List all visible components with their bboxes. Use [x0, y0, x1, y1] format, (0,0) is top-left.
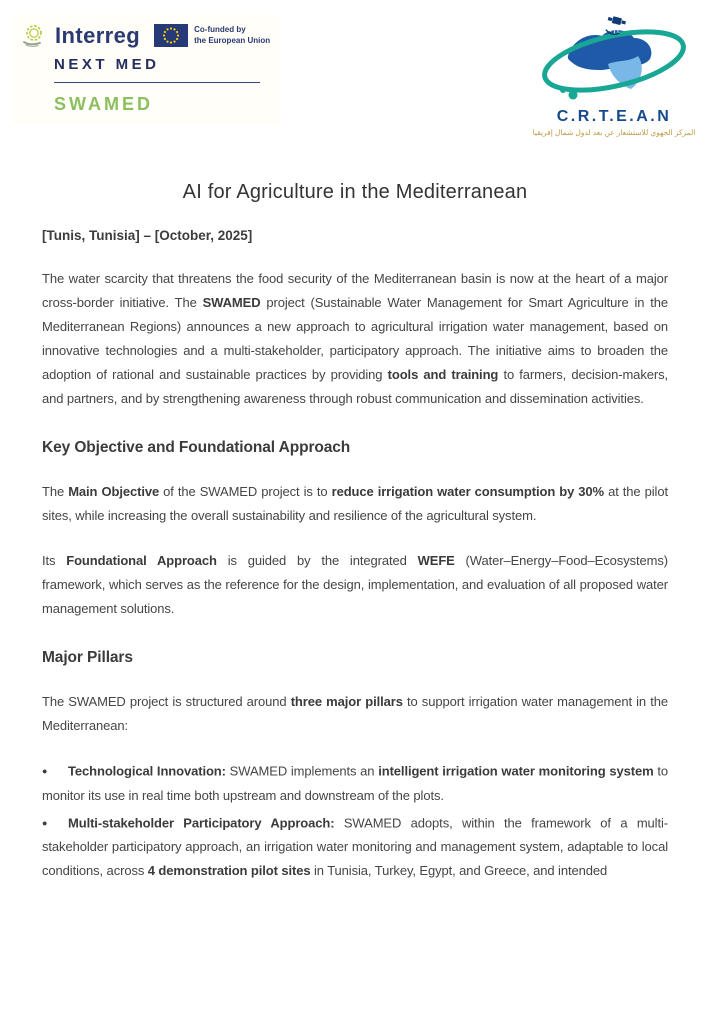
body-paragraph: The water scarcity that threatens the food security of the Mediterranean basin is now at the heart of a major cross-border initiative. The SWAMED project (Sustainable Water Management for Smart Agriculture in the Mediterranean Regions) announces a new approach to agricultural irrigation water management, based on innovative technologies and a multi-stakeholder, participatory approach. The initiative aims to broaden the adoption of rational and sustainable practices by providing tools and training to farmers, decision-makers, and partners, and by strengthening awareness through robust communication and dissemination activities. [42, 271, 668, 406]
eu-cofunded-text [194, 25, 270, 47]
bullet-item: ● Multi-stakeholder Participatory Approach: SWAMED adopts, within the framework of a multi-stakeholder participatory approach, an irrigation water monitoring and management system, adaptable to local conditions, across 4 demonstration pilot sites in Tunisia, Turkey, Egypt, and Greece, and intended [42, 811, 668, 884]
crtean-globe-icon [530, 14, 698, 106]
crtean-name: C.R.T.E.A.N [556, 108, 672, 125]
interreg-logo-row [20, 22, 270, 49]
bullet-icon: ● [42, 766, 48, 776]
eu-cofunded-block [154, 24, 270, 47]
bullet-icon: ● [42, 817, 48, 828]
header [0, 0, 725, 137]
eu-flag-icon [154, 24, 188, 47]
logo-divider [54, 82, 260, 83]
swamed-label: SWAMED [54, 94, 153, 114]
document-title: AI for Agriculture in the Mediterranean [182, 181, 528, 203]
crtean-logo [525, 14, 703, 137]
interreg-sun-icon [20, 22, 47, 49]
eu-cofunded-line2: the European Union [194, 35, 271, 45]
crtean-arabic-name: المركز الجهوي للاستشعار عن بعد لدول شمال إفريقيا [532, 128, 696, 137]
interreg-wordmark: Interreg [55, 22, 141, 48]
next-med-label: NEXT MED [54, 56, 160, 73]
dateline: [Tunis, Tunisia] – [October, 2025] [42, 228, 253, 243]
section-heading: Major Pillars [42, 649, 133, 666]
document-body [42, 267, 668, 883]
bullet-item: ● Technological Innovation: SWAMED implements an intelligent irrigation water monitoring system to monitor its use in real time both upstream and downstream of the plots. [42, 759, 668, 808]
body-paragraph: The Main Objective of the SWAMED project is to reduce irrigation water consumption by 30% at the pilot sites, while increasing the overall sustainability and resilience of the agricultural system. [42, 484, 668, 523]
document-content [0, 181, 725, 883]
body-paragraph: The SWAMED project is structured around three major pillars to support irrigation water management in the Mediterranean: [42, 694, 668, 733]
interreg-swamed-logo [12, 14, 280, 125]
eu-cofunded-line1: Co-funded by [194, 24, 246, 34]
section-heading: Key Objective and Foundational Approach [42, 439, 351, 456]
body-paragraph: Its Foundational Approach is guided by the integrated WEFE (Water–Energy–Food–Ecosystems) framework, which serves as the reference for the design, implementation, and evaluation of all proposed water management solutions. [42, 553, 668, 616]
